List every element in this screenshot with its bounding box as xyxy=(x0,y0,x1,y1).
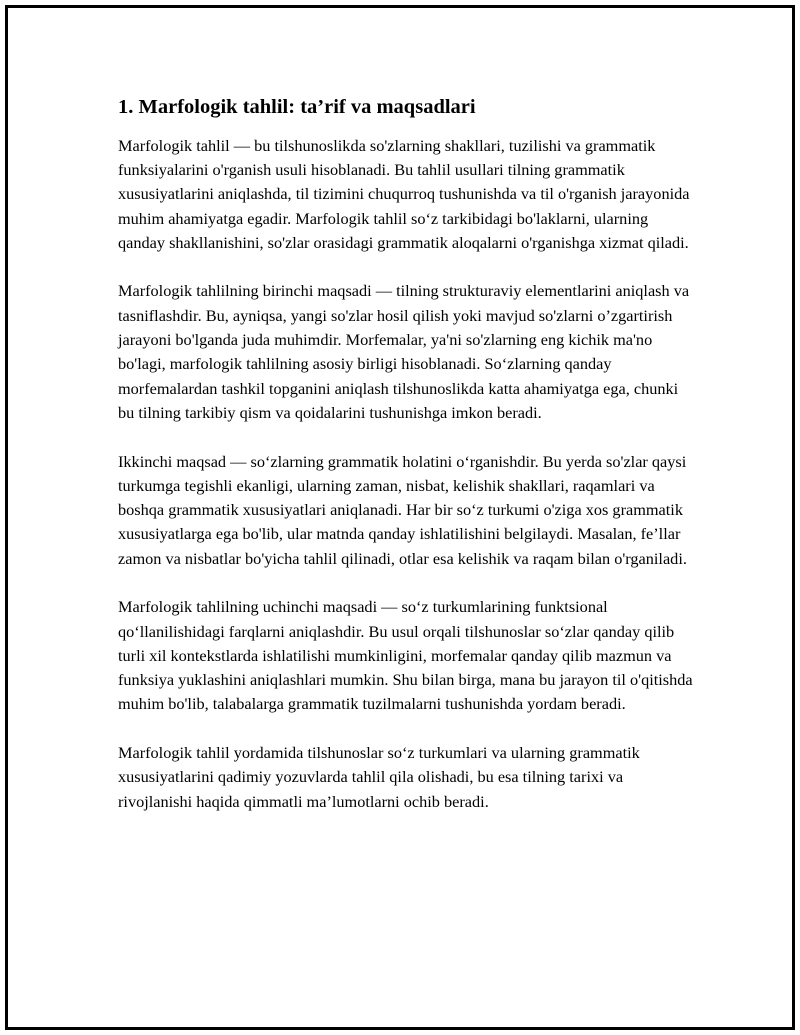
document-body xyxy=(118,94,698,838)
paragraph-first-goal: Marfologik tahlilning birinchi maqsadi — tilning strukturaviy elementlarini aniqlash va tasniflashdir. Bu, ayniqsa, yangi so'zlar hosil qilish yoki mavjud so'zlarni o’zgartirish jarayoni bo'lganda juda muhimdir. Morfemalar, ya'ni so'zlarning eng kichik ma'no bo'lagi, marfologik tahlilning asosiy birligi hisoblanadi. So‘zlarning qanday morfemalardan tashkil topganini aniqlash tilshunoslikda katta ahamiyatga ega, chunki bu tilning tarkibiy qism va qoidalarini tushunishga imkon beradi. xyxy=(118,281,690,422)
paragraph-second-goal: Ikkinchi maqsad — so‘zlarning grammatik holatini o‘rganishdir. Bu yerda so'zlar qaysi turkumga tegishli ekanligi, ularning zaman, nisbat, kelishik shakllari, raqamlari va boshqa grammatik xususiyatlari aniqlanadi. Har bir so‘z turkumi o'ziga xos grammatik xususiyatlarga ega bo'lib, ular matnda qanday ishlatilishini belgilaydi. Masalan, fe’llar zamon va nisbatlar bo'yicha tahlil qilinadi, otlar esa kelishik va raqam bilan o'rganiladi. xyxy=(118,451,687,568)
paragraph-definition: Marfologik tahlil — bu tilshunoslikda so'zlarning shakllari, tuzilishi va grammatik funksiyalarini o'rganish usuli hisoblanadi. Bu tahlil usullari tilning grammatik xususiyatlarini aniqlashda, til tizimini chuqurroq tushunishda va til o'rganish jarayonida muhim ahamiyatga egadir. Marfologik tahlil so‘z tarkibidagi bo'laklarni, ularning qanday shakllanishini, so'zlar orasidagi grammatik aloqalarni o'rganishga xizmat qiladi. xyxy=(118,135,690,252)
paragraph-third-goal: Marfologik tahlilning uchinchi maqsadi — so‘z turkumlarining funktsional qo‘llanilishidagi farqlarni aniqlashdir. Bu usul orqali tilshunoslar so‘zlar qanday qilib turli xil kontekstlarda ishlatilishi mumkinligini, morfemalar qanday qilib mazmun va funksiya yuklashini aniqlashlari mumkin. Shu bilan birga, mana bu jarayon til o'qitishda muhim bo'lib, talabalarga grammatik tuzilmalarni tushunishda yordam beradi. xyxy=(118,597,693,714)
paragraph-conclusion: Marfologik tahlil yordamida tilshunoslar so‘z turkumlari va ularning grammatik xususiyatlarini qadimiy yozuvlarda tahlil qila olishadi, bu esa tilning tarixi va rivojlanishi haqida qimmatli ma’lumotlarni ochib beradi. xyxy=(118,743,640,811)
section-heading: 1. Marfologik tahlil: ta’rif va maqsadlari xyxy=(118,96,476,118)
